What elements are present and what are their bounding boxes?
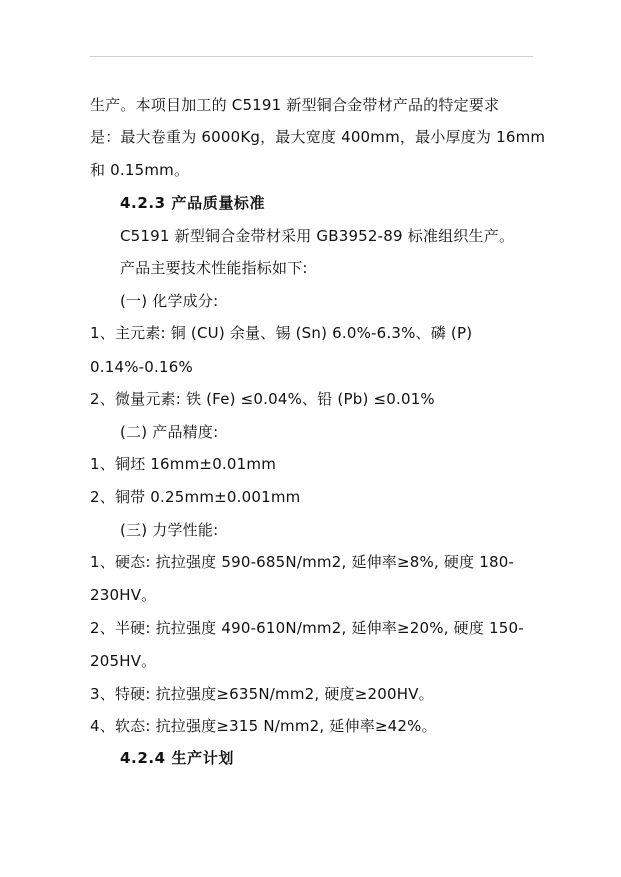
list-item-continuation: 205HV。	[90, 652, 157, 670]
paragraph-line: 和 0.15mm。	[90, 161, 190, 179]
list-item: 1、硬态: 抗拉强度 590-685N/mm2, 延伸率≥8%, 硬度 180-	[90, 553, 515, 571]
paragraph-line: 是：最大卷重为 6000Kg，最大宽度 400mm，最小厚度为 16mm	[90, 128, 546, 146]
list-item: 2、半硬: 抗拉强度 490-610N/mm2, 延伸率≥20%, 硬度 150-	[90, 619, 524, 637]
list-item: 2、微量元素: 铁 (Fe) ≤0.04%、铅 (Pb) ≤0.01%	[90, 390, 435, 408]
header-rule	[90, 56, 533, 57]
list-item: 1、铜坯 16mm±0.01mm	[90, 455, 277, 473]
list-item: 1、主元素: 铜 (CU) 余量、锡 (Sn) 6.0%-6.3%、磷 (P)	[90, 324, 473, 342]
paragraph-line: 产品主要技术性能指标如下:	[120, 259, 308, 277]
list-item-continuation: 0.14%-0.16%	[90, 358, 193, 376]
list-item: 3、特硬: 抗拉强度≥635N/mm2, 硬度≥200HV。	[90, 685, 434, 703]
section-heading: 4.2.3 产品质量标准	[120, 194, 266, 212]
list-item-continuation: 230HV。	[90, 586, 157, 604]
subsection-heading: (二) 产品精度:	[120, 423, 219, 441]
list-item: 4、软态: 抗拉强度≥315 N/mm2, 延伸率≥42%。	[90, 717, 437, 735]
paragraph-line: 生产。本项目加工的 C5191 新型铜合金带材产品的特定要求	[90, 96, 500, 114]
section-heading: 4.2.4 生产计划	[120, 749, 234, 767]
subsection-heading: (三) 力学性能:	[120, 521, 219, 539]
paragraph-line: C5191 新型铜合金带材采用 GB3952-89 标准组织生产。	[120, 227, 515, 245]
list-item: 2、铜带 0.25mm±0.001mm	[90, 488, 301, 506]
subsection-heading: (一) 化学成分:	[120, 292, 219, 310]
